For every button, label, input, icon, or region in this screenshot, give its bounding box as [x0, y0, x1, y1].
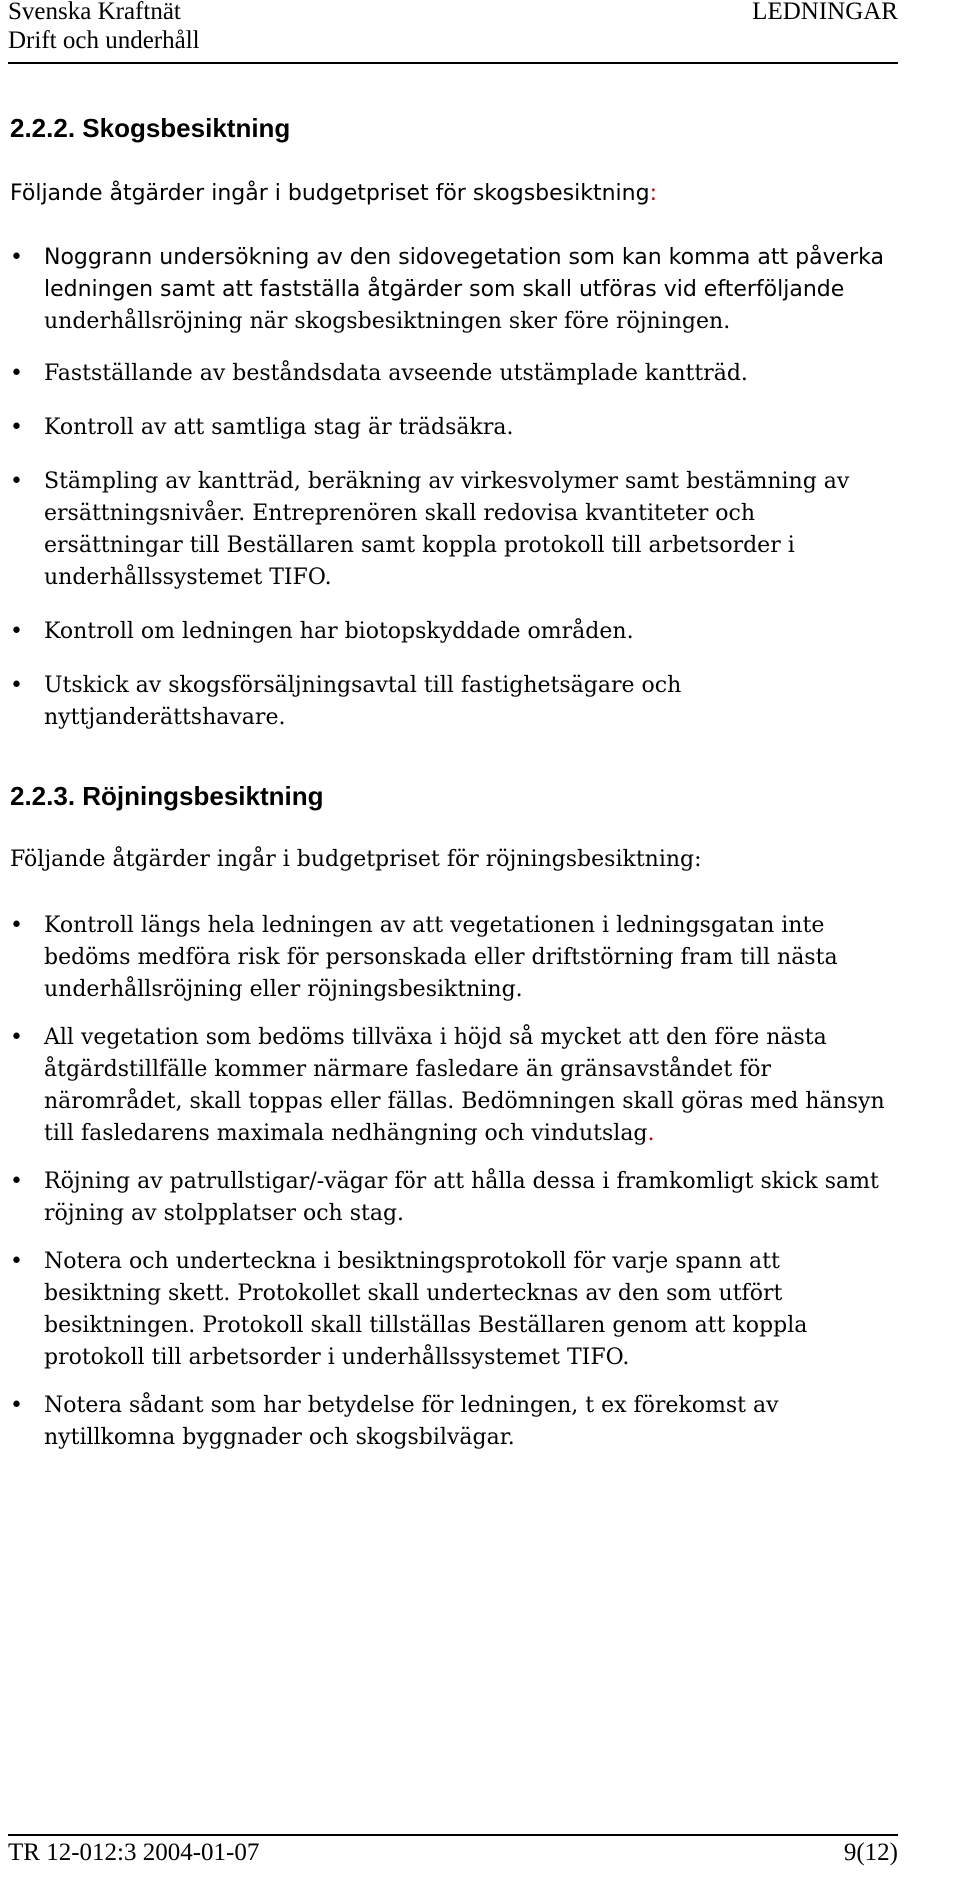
page-footer [8, 1834, 898, 1876]
page-number: 9(12) [843, 1839, 898, 1866]
list-item: • Utskick av skogsförsäljningsavtal till fastighetsägare och nyttjanderättshavare. [10, 670, 890, 734]
document-body [10, 112, 890, 1454]
list-item: • Notera sådant som har betydelse för ledningen, t ex förekomst av nytillkomna byggnader och skogsbilvägar. [10, 1390, 890, 1454]
list-item: • Fastställande av beståndsdata avseende utstämplade kantträd. [10, 358, 890, 390]
section-intro-rojningsbesiktning: Följande åtgärder ingår i budgetpriset för röjningsbesiktning: [10, 847, 702, 872]
list-item: • Stämpling av kantträd, beräkning av virkesvolymer samt bestämning av ersättningsnivåer. Entreprenören skall redovisa kvantiteter och ersättningar till Beställaren samt koppla protokoll till arbetsorder i underhållssystemet TIFO. [10, 466, 890, 594]
section-heading-skogsbesiktning: 2.2.2. Skogsbesiktning [10, 113, 291, 143]
section-intro-skogsbesiktning: Följande åtgärder ingår i budgetpriset för skogsbesiktning: [10, 181, 657, 206]
list-item: • Kontroll om ledningen har biotopskyddade områden. [10, 616, 890, 648]
skogsbesiktning-list [10, 242, 890, 734]
list-item: • Kontroll längs hela ledningen av att vegetationen i ledningsgatan inte bedöms medföra risk för personskada eller driftstörning fram till nästa underhållsröjning eller röjningsbesiktning. [10, 910, 890, 1006]
intro-colon: : [649, 181, 657, 206]
item-trailing-period: . [647, 1121, 655, 1146]
list-item: • All vegetation som bedöms tillväxa i höjd så mycket att den före nästa åtgärdstillfälle kommer närmare fasledare än gränsavståndet för närområdet, skall toppas eller fällas. Bedömningen skall göras med hänsyn till fasledarens maximala nedhängning och vindutslag. [10, 1022, 890, 1150]
section-heading-rojningsbesiktning: 2.2.3. Röjningsbesiktning [10, 781, 324, 811]
list-item: • Röjning av patrullstigar/-vägar för att hålla dessa i framkomligt skick samt röjning av stolpplatser och stag. [10, 1166, 890, 1230]
organization-name: Svenska Kraftnät [8, 0, 181, 25]
department-name: Drift och underhåll [8, 27, 200, 54]
list-item: • Notera och underteckna i besiktningsprotokoll för varje spann att besiktning skett. Protokollet skall undertecknas av den som utfört besiktningen. Protokoll skall tillställas Beställaren genom att koppla protokoll till arbetsorder i underhållssystemet TIFO. [10, 1246, 890, 1374]
list-item: • Noggrann undersökning av den sidovegetation som kan komma att påverka ledningen samt att fastställa åtgärder som skall utföras vid efterföljande underhållsröjning när skogsbesiktningen sker före röjningen. [10, 242, 890, 338]
document-category: LEDNINGAR [752, 0, 898, 25]
rojningsbesiktning-list [10, 910, 890, 1454]
list-item: • Kontroll av att samtliga stag är trädsäkra. [10, 412, 890, 444]
page-header [8, 0, 898, 64]
document-reference: TR 12-012:3 2004-01-07 [8, 1839, 260, 1866]
